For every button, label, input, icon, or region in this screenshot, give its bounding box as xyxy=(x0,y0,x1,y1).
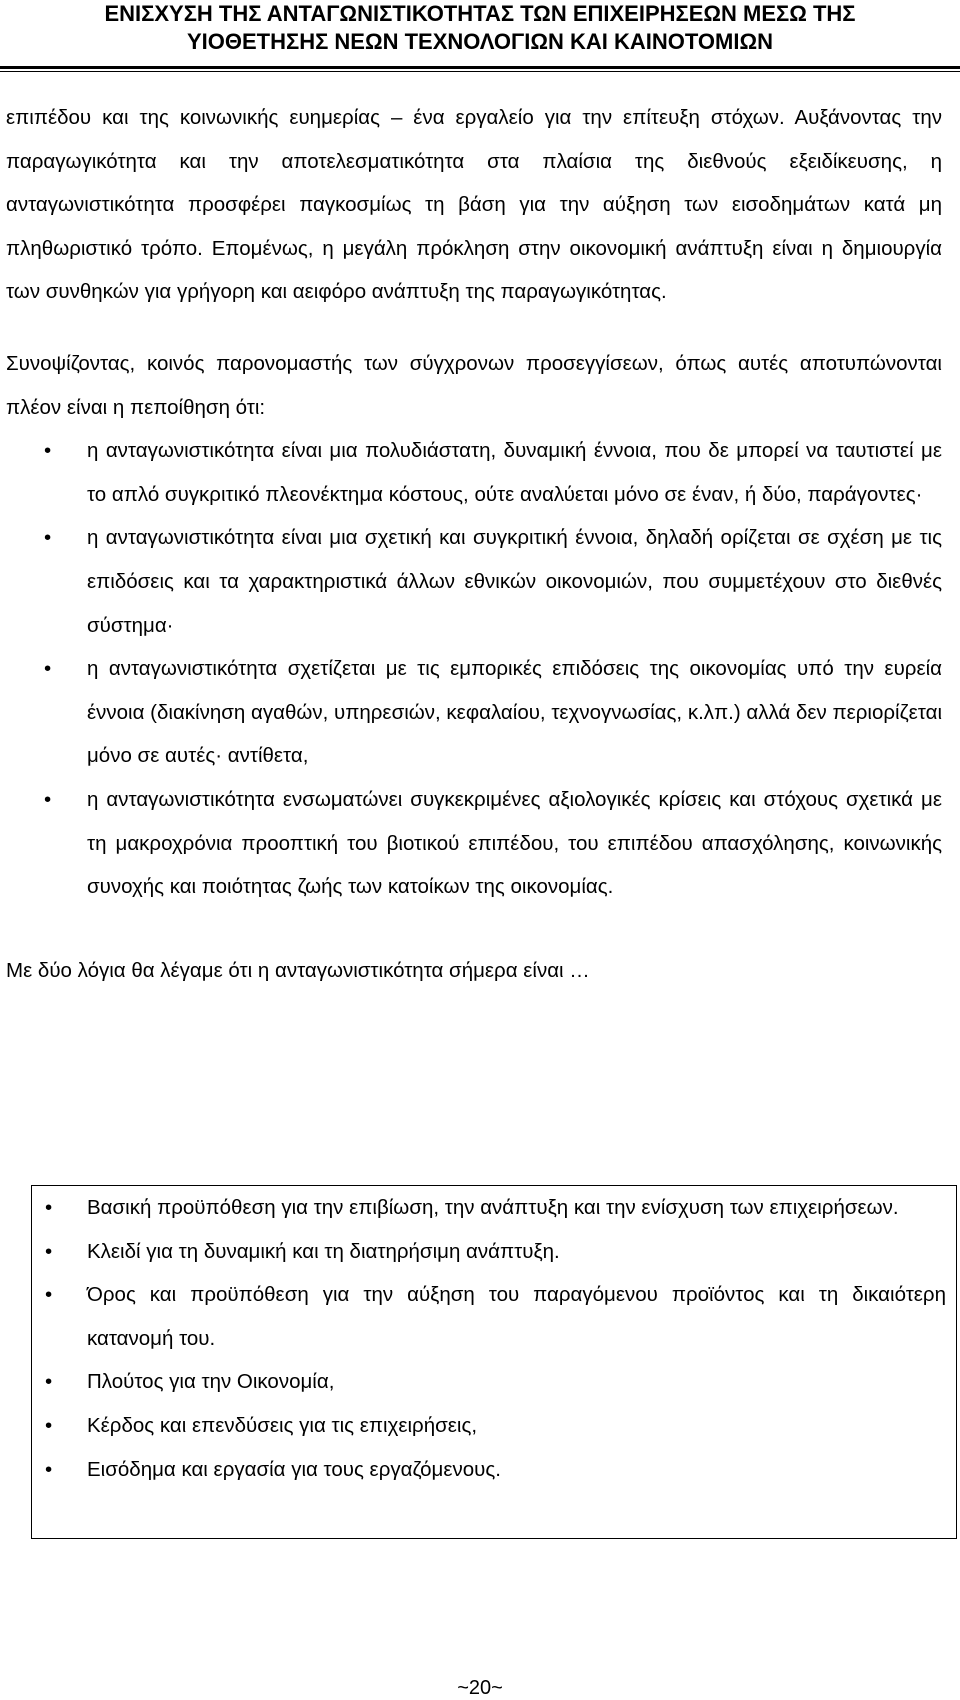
summary-item: • Όρος και προϋπόθεση για την αύξηση του παραγόμενου προϊόντος και τη δικαιότερη κατανομή του. xyxy=(32,1273,946,1360)
page-body xyxy=(6,96,942,992)
summary-item: • Εισόδημα και εργασία για τους εργαζόμενους. xyxy=(32,1448,946,1492)
bullet-item: • η ανταγωνιστικότητα σχετίζεται με τις εμπορικές επιδόσεις της οικονομίας υπό την ευρεία έννοια (διακίνηση αγαθών, υπηρεσιών, κεφαλαίου, τεχνογνωσίας, κ.λπ.) αλλά δεν περιορίζεται μόνο σε αυτές· αντίθετα, xyxy=(6,647,942,778)
paragraph-2: Συνοψίζοντας, κοινός παρονομαστής των σύγχρονων προσεγγίσεων, όπως αυτές αποτυπώνονται πλέον είναι η πεποίθηση ότι: xyxy=(6,351,942,419)
bullet-item: • η ανταγωνιστικότητα είναι μια σχετική και συγκριτική έννοια, δηλαδή ορίζεται σε σχέση με τις επιδόσεις και τα χαρακτηριστικά άλλων εθνικών οικονομιών, που συμμετέχουν στο διεθνές σύστημα· xyxy=(6,516,942,647)
header-rule-thin xyxy=(0,71,960,72)
header-rule-thick xyxy=(0,66,960,69)
header-title-line-1: ΕΝΙΣΧΥΣΗ ΤΗΣ ΑΝΤΑΓΩΝΙΣΤΙΚΟΤΗΤΑΣ ΤΩΝ ΕΠΙΧΕΙΡΗΣΕΩΝ ΜΕΣΩ ΤΗΣ xyxy=(104,1,856,26)
summary-item: • Κλειδί για τη δυναμική και τη διατηρήσιμη ανάπτυξη. xyxy=(32,1230,946,1274)
paragraph-1: επιπέδου και της κοινωνικής ευημερίας – ένα εργαλείο για την επίτευξη στόχων. Αυξάνοντας την παραγωγικότητα και την αποτελεσματικότητα στα πλαίσια της διεθνούς εξειδίκευσης, η ανταγωνιστικότητα προσφέρει παγκοσμίως τη βάση για την αύξηση των εισοδημάτων κατά μη πληθωριστικό τρόπο. Επομένως, η μεγάλη πρόκληση στην οικονομική ανάπτυξη είναι η δημιουργία των συνθηκών για γρήγορη και αειφόρο ανάπτυξη της παραγωγικότητας. xyxy=(6,106,942,304)
bullet-list xyxy=(6,429,942,909)
summary-item: • Κέρδος και επενδύσεις για τις επιχειρήσεις, xyxy=(32,1404,946,1448)
bullet-item: • η ανταγωνιστικότητα ενσωματώνει συγκεκριμένες αξιολογικές κρίσεις και στόχους σχετικά με τη μακροχρόνια προοπτική του βιοτικού επιπέδου, του επιπέδου απασχόλησης, κοινωνικής συνοχής και ποιότητας ζωής των κατοίκων της οικονομίας. xyxy=(6,778,942,909)
bullet-item: • η ανταγωνιστικότητα είναι μια πολυδιάστατη, δυναμική έννοια, που δε μπορεί να ταυτιστεί με το απλό συγκριτικό πλεονέκτημα κόστους, ούτε αναλύεται μόνο σε έναν, ή δύο, παράγοντες· xyxy=(6,429,942,516)
summary-box xyxy=(31,1185,957,1539)
summary-item: • Βασική προϋπόθεση για την επιβίωση, την ανάπτυξη και την ενίσχυση των επιχειρήσεων. xyxy=(32,1186,946,1230)
header-title-line-2: ΥΙΟΘΕΤΗΣΗΣ ΝΕΩΝ ΤΕΧΝΟΛΟΓΙΩΝ ΚΑΙ ΚΑΙΝΟΤΟΜΙΩΝ xyxy=(187,29,773,54)
running-header xyxy=(0,0,960,56)
paragraph-3: Με δύο λόγια θα λέγαμε ότι η ανταγωνιστικότητα σήμερα είναι … xyxy=(6,958,590,982)
summary-list xyxy=(32,1186,946,1491)
summary-item: • Πλούτος για την Οικονομία, xyxy=(32,1360,946,1404)
page-number: ~20~ xyxy=(457,1677,503,1699)
